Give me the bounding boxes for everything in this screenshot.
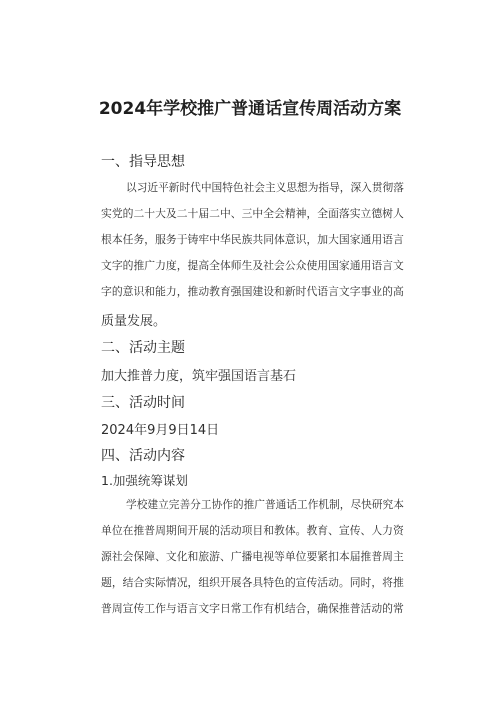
paragraph-line: 学校建立完善分工协作的推广普通话工作机制，尽快研究本	[126, 498, 404, 511]
subheading-planning: 1.加强统筹谋划	[101, 473, 188, 488]
time-text: 2024年9月9日14日	[101, 423, 220, 438]
paragraph-line: 根本任务，服务于铸牢中华民族共同体意识，加大国家通用语言	[101, 233, 404, 246]
document-title: 2024年学校推广普通话宣传周活动方案	[98, 99, 402, 119]
paragraph-line: 实党的二十大及二十届二中、三中全会精神，全面落实立德树人	[101, 207, 404, 220]
paragraph-line: 文字的推广力度，提高全体师生及社会公众使用国家通用语言文	[101, 259, 404, 272]
paragraph-line: 单位在推普周期间开展的活动项目和教体。教育、宣传、人力资	[101, 524, 404, 537]
paragraph-line: 题，结合实际情况，组织开展各具特色的宣传活动。同时，将推	[101, 576, 404, 589]
paragraph-line: 字的意识和能力，推动教育强国建设和新时代语言文字事业的高	[101, 285, 404, 298]
section-heading-content: 四、活动内容	[101, 448, 185, 464]
paragraph-line: 质量发展。	[101, 314, 167, 329]
paragraph-line: 以习近平新时代中国特色社会主义思想为指导，深入贯彻落	[126, 181, 404, 194]
theme-text: 加大推普力度，筑牢强国语言基石	[101, 369, 297, 384]
paragraph-line: 普周宣传工作与语言文字日常工作有机结合，确保推普活动的常	[101, 602, 404, 615]
paragraph-line: 源社会保障、文化和旅游、广播电视等单位要紧扣本届推普周主	[101, 550, 404, 563]
section-heading-theme: 二、活动主题	[101, 340, 185, 356]
section-heading-time: 三、活动时间	[101, 395, 185, 411]
section-heading-guiding-ideology: 一、指导思想	[101, 154, 185, 170]
